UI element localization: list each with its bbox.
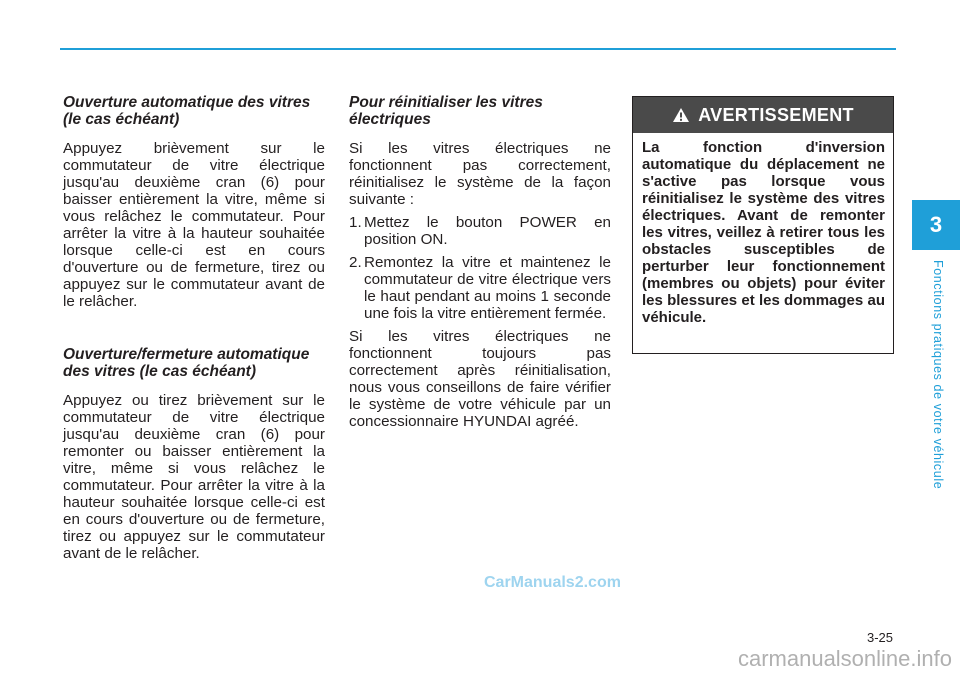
chapter-title-vertical [930,260,946,510]
section-body-auto-opening: Appuyez brièvement sur le commutateur de vitre électrique jusqu'au deuxième cran (6) pour baisser entièrement la vitre, même si vous relâchez le commutateur. Pour arrêter la vitre à la hauteur souhaitée lorsque celle-ci est en cours d'ouverture ou de fermeture, tirez ou appuyez sur le commutateur avant de le relâcher. [63,140,325,310]
section-title-auto-open-close: Ouverture/fermeture automatique des vitres (le cas échéant) [63,346,310,380]
warning-title: AVERTISSEMENT [698,104,854,125]
left-column [63,94,325,568]
reset-steps [349,214,611,322]
warning-box [632,96,894,354]
step-text: Remontez la vitre et maintenez le commutateur de vitre électrique vers le haut pendant au moins 1 seconde une fois la vitre entièrement fermée. [364,254,611,322]
step-number: 2. [349,254,362,271]
warning-text: La fonction d'inversion automatique du déplacement ne s'active pas lorsque vous réinitialisez le système des vitres électriques. Avant de remonter les vitres, veillez à retirer tous les obstacles susceptibles de perturber leur fonctionnement (membres ou objets) pour éviter les blessures et les dommages au véhicule. [642,139,885,326]
step-number: 1. [349,214,362,231]
list-item [349,254,611,322]
page-number: 3-25 [866,630,893,645]
chapter-tab: 3 [912,200,960,250]
chapter-title: Fonctions pratiques de votre véhicule [931,260,945,490]
section-title-reset: Pour réinitialiser les vitres électriques [349,94,543,128]
middle-column [349,94,611,436]
warning-triangle-icon [672,107,690,123]
watermark-link[interactable]: CarManuals2.com [484,574,621,591]
reset-closing: Si les vitres électriques ne fonctionnent toujours pas correctement après réinitialisation, nous vous conseillons de faire vérifier le système de votre véhicule par un concessionnaire HYUNDAI agréé. [349,328,611,430]
section-body-auto-open-close: Appuyez ou tirez brièvement sur le commutateur de vitre électrique jusqu'au deuxième cran (6) pour remonter ou baisser entièrement la vitre, même si vous relâchez le commutateur. Pour arrêter la vitre à la hauteur souhaitée lorsque celle-ci est en cours d'ouverture ou de fermeture, tirez ou appuyez sur le commutateur avant de le relâcher. [63,392,325,562]
reset-intro: Si les vitres électriques ne fonctionnent pas correctement, réinitialisez le système de la façon suivante : [349,140,611,208]
footer-watermark: carmanualsonline.info [737,646,952,671]
list-item [349,214,611,248]
step-text: Mettez le bouton POWER en position ON. [364,214,611,248]
section-title-auto-opening: Ouverture automatique des vitres (le cas échéant) [63,94,311,128]
warning-header [633,97,893,133]
top-divider [60,48,896,50]
